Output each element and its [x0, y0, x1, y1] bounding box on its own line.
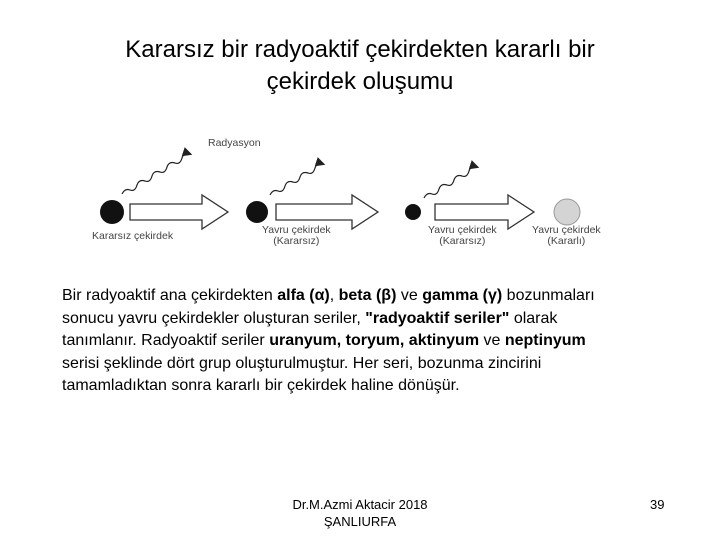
footer-author: Dr.M.Azmi Aktacir 2018: [292, 497, 428, 512]
term-neptinyum: neptinyum: [504, 332, 586, 349]
body-text-part: olarak tanımlanır. Radyoaktif seriler: [62, 309, 558, 349]
term-beta: beta (β): [338, 287, 397, 304]
term-uranyum-toryum: uranyum, toryum,: [269, 332, 405, 349]
label-daughter-1-line1: Yavru çekirdek: [262, 224, 331, 236]
slide-title-line1: Kararsız bir radyoaktif çekirdekten kararlı bir: [125, 36, 595, 63]
term-radioactive-series: "radyoaktif seriler": [365, 309, 510, 327]
slide-title-line2: çekirdek oluşumu: [266, 68, 454, 95]
slide-title: [40, 34, 680, 98]
footer: [240, 496, 480, 530]
radiation-wave-1: [122, 154, 190, 195]
label-daughter-3: [532, 225, 601, 247]
body-text-part: serisi şeklinde dört grup oluşturulmuştur. Her seri, bozunma zincirini tamamladıktan sonra kararlı bir çekirdek haline dönüşür.: [62, 354, 542, 394]
label-daughter-3-line1: Yavru çekirdek: [532, 224, 601, 236]
label-daughter-1-line2: (Kararsız): [273, 235, 320, 247]
page-number: 39: [650, 497, 665, 512]
label-daughter-3-line2: (Kararlı): [547, 235, 586, 247]
radiation-wave-2: [270, 164, 323, 196]
label-daughter-2-line2: (Kararsız): [439, 235, 486, 247]
term-gamma: gamma (γ): [422, 287, 503, 304]
term-alfa: alfa (α): [277, 287, 330, 304]
decay-diagram: [90, 128, 640, 258]
footer-place: ŞANLIURFA: [323, 514, 397, 529]
unstable-nucleus: [100, 200, 124, 224]
term-aktinyum: aktinyum: [408, 332, 480, 349]
label-unstable-nucleus: Kararsız çekirdek: [92, 230, 174, 242]
body-text-part: ,: [329, 287, 339, 304]
body-text-part: Bir radyoaktif ana çekirdekten: [62, 287, 278, 304]
stable-nucleus: [554, 199, 580, 225]
body-text-part: ve: [479, 332, 505, 349]
radiation-wave-3: [424, 167, 477, 199]
body-paragraph: [62, 285, 622, 398]
daughter-nucleus-1: [246, 201, 268, 223]
radiation-label: Radyasyon: [208, 137, 261, 149]
label-daughter-2-line1: Yavru çekirdek: [428, 224, 497, 236]
decay-arrow-1: [130, 195, 228, 229]
label-daughter-1: [262, 225, 331, 247]
label-daughter-2: [428, 225, 497, 247]
body-text-part: ve: [396, 287, 423, 304]
daughter-nucleus-2: [405, 204, 421, 220]
body-text-part: bozunmaları sonucu yavru çekirdekler oluşturan seriler,: [62, 287, 595, 327]
